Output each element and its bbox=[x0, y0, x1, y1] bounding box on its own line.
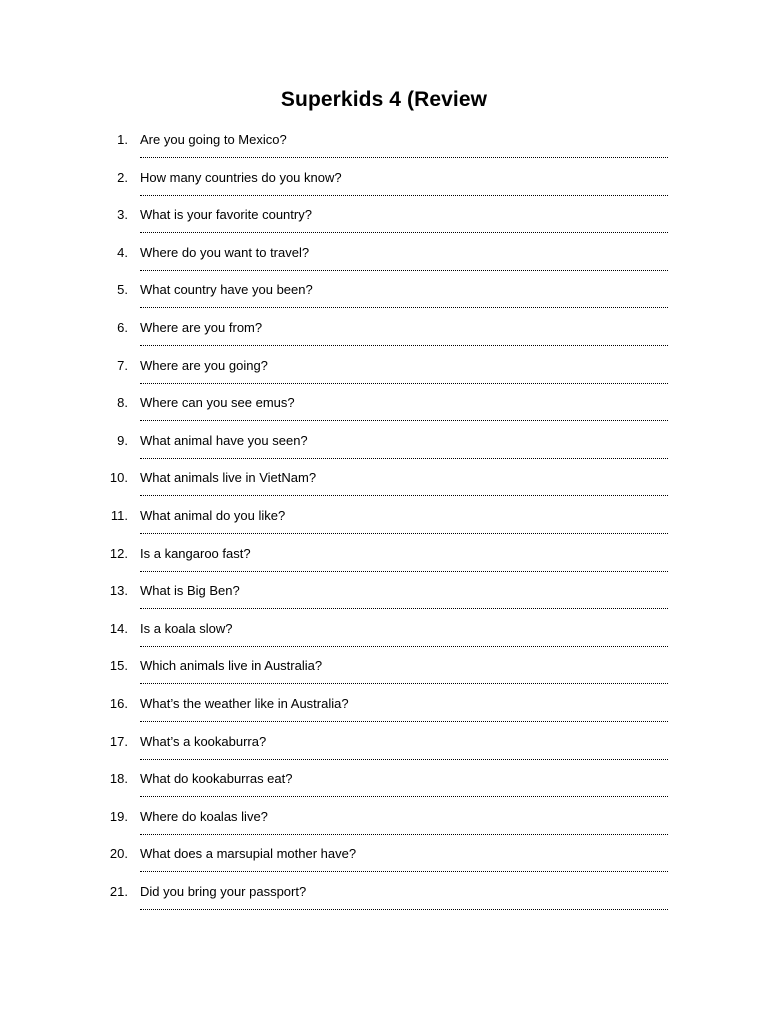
question-item bbox=[0, 278, 768, 316]
question-text: Where are you from? bbox=[140, 319, 263, 335]
answer-line bbox=[140, 495, 668, 496]
answer-line bbox=[140, 683, 668, 684]
answer-line bbox=[140, 533, 668, 534]
question-text: Are you going to Mexico? bbox=[140, 132, 287, 147]
answer-line bbox=[140, 721, 668, 722]
question-item bbox=[0, 542, 768, 580]
question-item bbox=[0, 504, 768, 542]
question-text: Where do you want to travel? bbox=[140, 244, 310, 260]
question-text: Where do koalas live? bbox=[140, 808, 268, 824]
answer-line bbox=[140, 270, 668, 271]
question-item bbox=[0, 203, 768, 241]
question-list bbox=[0, 128, 768, 917]
question-item bbox=[0, 579, 768, 617]
question-item bbox=[0, 730, 768, 768]
question-text: Where are you going? bbox=[140, 357, 268, 373]
question-number: 18. bbox=[109, 771, 128, 787]
answer-line bbox=[140, 383, 668, 384]
question-number: 1. bbox=[117, 132, 128, 147]
question-text: What is your favorite country? bbox=[140, 207, 312, 223]
answer-line bbox=[140, 232, 668, 233]
question-number: 10. bbox=[109, 470, 128, 486]
question-text: What animals live in VietNam? bbox=[140, 470, 317, 486]
question-item bbox=[0, 128, 768, 166]
question-number: 19. bbox=[109, 808, 128, 824]
question-item bbox=[0, 429, 768, 467]
question-text: What country have you been? bbox=[140, 282, 313, 298]
question-item bbox=[0, 880, 768, 918]
answer-line bbox=[140, 834, 668, 835]
question-number: 8. bbox=[117, 395, 128, 411]
question-number: 11. bbox=[110, 507, 128, 523]
question-item bbox=[0, 654, 768, 692]
answer-line bbox=[140, 458, 668, 459]
question-item bbox=[0, 842, 768, 880]
question-item bbox=[0, 316, 768, 354]
question-item bbox=[0, 241, 768, 279]
question-text: What does a marsupial mother have? bbox=[140, 846, 357, 862]
question-item bbox=[0, 354, 768, 392]
answer-line bbox=[140, 157, 668, 158]
question-text: How many countries do you know? bbox=[140, 169, 342, 185]
question-text: What is Big Ben? bbox=[140, 583, 240, 599]
question-number: 6. bbox=[117, 319, 128, 335]
question-number: 13. bbox=[109, 583, 128, 599]
page-title: Superkids 4 (Review bbox=[280, 88, 488, 111]
question-text: What’s the weather like in Australia? bbox=[140, 695, 349, 711]
question-item bbox=[0, 166, 768, 204]
question-number: 2. bbox=[117, 169, 128, 185]
answer-line bbox=[140, 571, 668, 572]
question-number: 17. bbox=[109, 733, 128, 749]
answer-line bbox=[140, 646, 668, 647]
question-item bbox=[0, 617, 768, 655]
question-number: 14. bbox=[109, 620, 128, 636]
question-number: 12. bbox=[109, 545, 128, 561]
question-text: Is a kangaroo fast? bbox=[140, 545, 251, 561]
answer-line bbox=[140, 608, 668, 609]
question-text: What do kookaburras eat? bbox=[140, 771, 293, 787]
question-text: Did you bring your passport? bbox=[140, 883, 307, 899]
question-item bbox=[0, 805, 768, 843]
question-item bbox=[0, 692, 768, 730]
answer-line bbox=[140, 871, 668, 872]
question-text: What animal have you seen? bbox=[140, 432, 308, 448]
answer-line bbox=[140, 307, 668, 308]
question-item bbox=[0, 391, 768, 429]
answer-line bbox=[140, 345, 668, 346]
question-text: Where can you see emus? bbox=[140, 395, 295, 411]
answer-line bbox=[140, 796, 668, 797]
question-number: 16. bbox=[109, 695, 128, 711]
answer-line bbox=[140, 195, 668, 196]
question-text: Is a koala slow? bbox=[140, 620, 233, 636]
question-text: Which animals live in Australia? bbox=[140, 658, 323, 674]
question-number: 21. bbox=[109, 883, 128, 899]
answer-line bbox=[140, 420, 668, 421]
question-number: 20. bbox=[109, 846, 128, 862]
question-number: 9. bbox=[117, 432, 128, 448]
question-text: What animal do you like? bbox=[140, 507, 286, 523]
question-number: 3. bbox=[117, 207, 128, 223]
question-number: 4. bbox=[117, 244, 128, 260]
answer-line bbox=[140, 909, 668, 910]
answer-line bbox=[140, 759, 668, 760]
question-number: 15. bbox=[109, 658, 128, 674]
question-text: What’s a kookaburra? bbox=[140, 733, 267, 749]
question-number: 7. bbox=[117, 357, 128, 373]
question-number: 5. bbox=[117, 282, 128, 298]
question-item bbox=[0, 466, 768, 504]
question-item bbox=[0, 767, 768, 805]
